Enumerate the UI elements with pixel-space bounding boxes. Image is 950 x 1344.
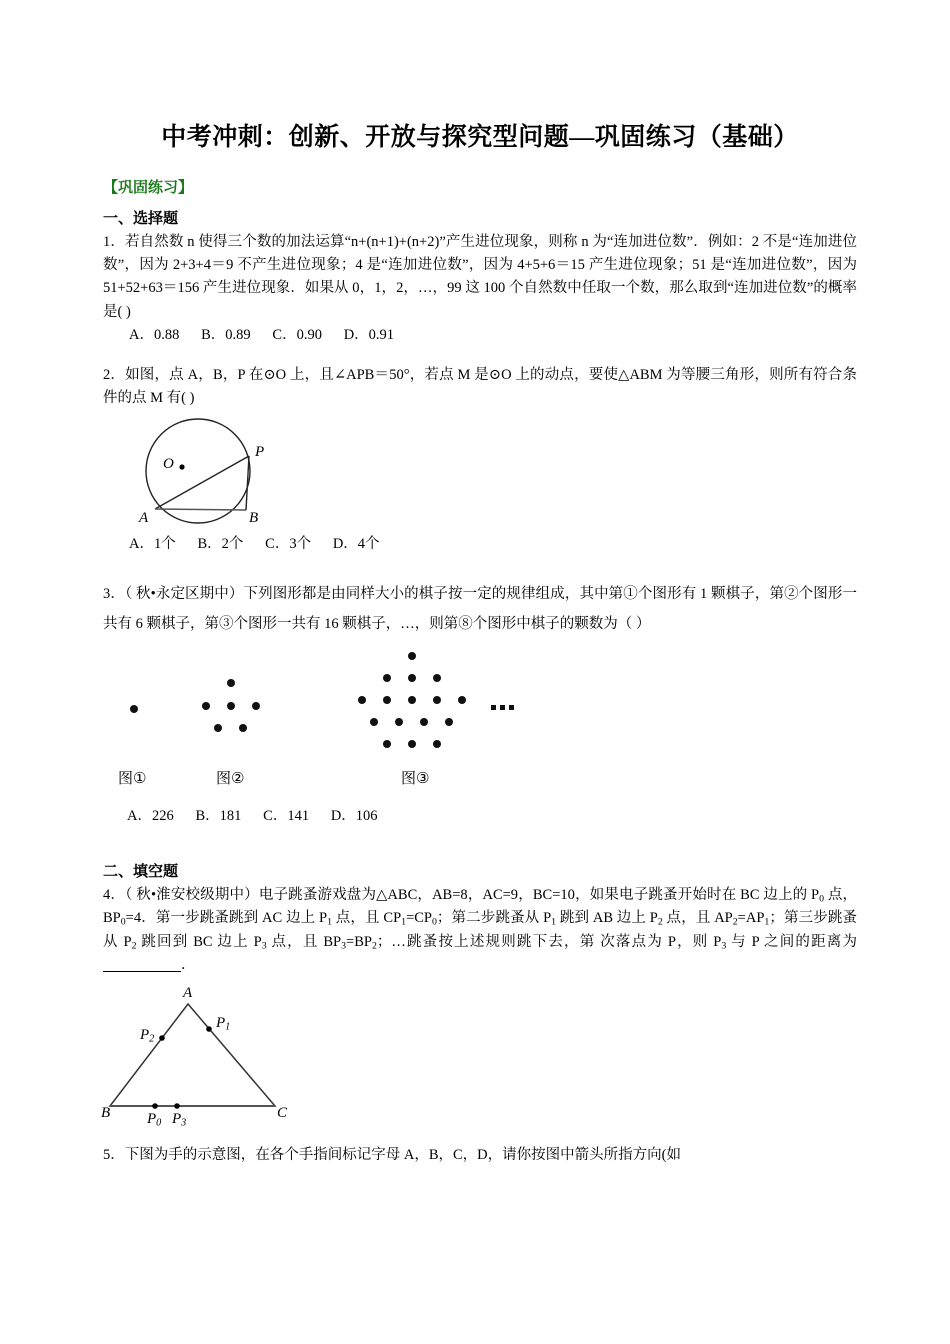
label-b: B <box>101 1104 111 1121</box>
section-heading-multiple-choice: 一、选择题 <box>103 211 179 227</box>
question-4-figure <box>103 982 857 1134</box>
question-1-text: 1．若自然数 n 使得三个数的加法运算“n+(n+1)+(n+2)”产生进位现象，则称 n 为“连加进位数”．例如：2 不是“连加进位数”，因为 2+3+4＝9 不产生进位现象；4 是“连加进位数”，因为 4+5+6＝15 产生进位现象；51 是“连加进位数”，因为 51+52+63＝156 产生进位现象．如果从 0，1，2，…，99 这 100 个自然数中任取一个数，那么取到“连加进位数”的概率是( ) <box>103 233 857 320</box>
section-heading-fill-blank: 二、填空题 <box>103 864 179 881</box>
label-c: C <box>277 1104 288 1121</box>
label-p0: $P_0$ <box>147 1110 162 1129</box>
label-a: A <box>139 509 149 526</box>
question-2-options: A．1个 B．2个 C．3个 D．4个 <box>129 535 380 552</box>
label-b: B <box>249 509 259 526</box>
question-5-text: 5．下图为手的示意图，在各个手指间标记字母 A，B，C，D，请你按图中箭头所指方向(如 <box>103 1146 681 1163</box>
document-content <box>103 0 857 1167</box>
section-practice-header: 【巩固练习】 <box>103 179 194 196</box>
question-3-text: 3．（ 秋•永定区期中）下列图形都是由同样大小的棋子按一定的规律组成，其中第①个图形有 1 颗棋子，第②个图形一共有 6 颗棋子，第③个图形一共有 16 颗棋子，…，则第⑧个图形中棋子的颗数为（ ） <box>103 585 857 632</box>
label-p: P <box>255 443 265 460</box>
label-p1: $P_1$ <box>216 1014 231 1033</box>
question-3-options: A．226 B．181 C．141 D．106 <box>127 808 378 825</box>
label-a: A <box>183 984 193 1001</box>
figure-caption-2: 图② <box>216 770 245 788</box>
label-p2: $P_2$ <box>140 1026 155 1045</box>
question-2-text: 2．如图，点 A，B，P 在⊙O 上，且∠APB＝50°，若点 M 是⊙O 上的动点，要使△ABM 为等腰三角形，则所有符合条件的点 M 有( ) <box>103 366 857 407</box>
question-2-figure <box>103 415 857 533</box>
figure-caption-3: 图③ <box>401 770 430 788</box>
point-p2 <box>159 1035 165 1041</box>
label-o: O <box>163 455 174 472</box>
point-p1 <box>206 1026 212 1032</box>
point-p3 <box>174 1103 180 1109</box>
question-1-options: A．0.88 B．0.89 C．0.90 D．0.91 <box>129 327 395 344</box>
segment-ab <box>155 509 246 510</box>
figure-caption-1: 图① <box>118 770 147 788</box>
triangle-abc <box>110 1004 275 1106</box>
triangle-diagram-svg <box>103 982 333 1112</box>
answer-blank[interactable] <box>103 957 181 972</box>
label-p3: $P_3$ <box>172 1110 187 1129</box>
page-title: 中考冲刺：创新、开放与探究型问题—巩固练习（基础） <box>161 124 799 151</box>
question-4-text: 4．（ 秋•淮安校级期中）电子跳蚤游戏盘为△ABC，AB=8，AC=9，BC=10，如果电子跳蚤开始时在 BC 边上的 $P_0$ 点，$BP_0=4$．第一步跳蚤跳到 AC 边上 $P_1$ 点，且 $CP_1=CP_0$；第二步跳蚤从 $P_1$ 跳到 AB 边上 $P_2$ 点，且 $AP_2=AP_1$；第三步跳蚤从 $P_2$ 跳回到 BC 边上 $P_3$ 点，且 $BP_3=BP_2$；…跳蚤按上述规则跳下去，第 次落点为 P，则 $P_3$ 与 P 之间的距离为． <box>103 886 857 974</box>
circle-o <box>146 419 250 523</box>
question-3-figure <box>103 645 857 805</box>
circle-diagram-svg <box>103 415 323 533</box>
point-p0 <box>152 1103 158 1109</box>
center-point-o <box>179 464 184 469</box>
